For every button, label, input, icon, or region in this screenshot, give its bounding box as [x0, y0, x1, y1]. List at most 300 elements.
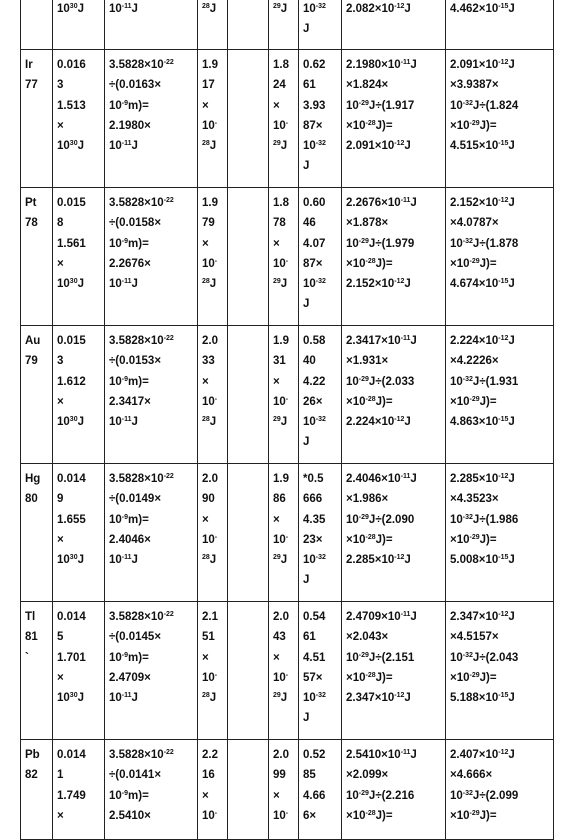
- cell-line: 0.62: [303, 59, 326, 71]
- cell-line: 26×: [303, 395, 323, 408]
- element-cell: [21, 188, 53, 326]
- ratio-cell: [299, 0, 342, 50]
- cell-line: ×: [273, 99, 280, 112]
- cell-line: 0.014: [57, 611, 86, 623]
- cell-line: $2.091\times 10^{-12}J$: [346, 140, 411, 153]
- cell-line: $2.152\times 10^{-12}J$: [450, 197, 515, 209]
- calc-c-cell: [342, 50, 446, 188]
- cell-line: J: [303, 574, 310, 587]
- cell-line: $\times 10^{-29}J)=$: [450, 257, 497, 270]
- cell-line: 1.9: [273, 473, 289, 485]
- value-a-cell: [198, 740, 228, 840]
- wavelength-cell: [53, 326, 105, 464]
- value-b-cell: [269, 602, 299, 740]
- cell-line: $4.515\times 10^{-15}J$: [450, 140, 515, 153]
- cell-line: J: [303, 712, 310, 725]
- cell-line: $10^{-9}m)=$: [109, 237, 149, 250]
- cell-line: $10^{-9}m)=$: [109, 375, 149, 388]
- cell-line: Ir: [25, 59, 33, 71]
- cell-line: $10^{-9}m)=$: [109, 513, 149, 526]
- cell-line: ×: [273, 789, 280, 802]
- calc-c-cell: [342, 0, 446, 50]
- cell-line: 78: [25, 217, 38, 230]
- cell-line: $2.285\times 10^{-12}J$: [450, 473, 515, 485]
- cell-line: $2.152\times 10^{-12}J$: [346, 278, 411, 291]
- calc-c-cell: [342, 326, 446, 464]
- energy-calc-cell: [105, 464, 198, 602]
- cell-line: $4.462\times 10^{-15}J$: [450, 3, 515, 15]
- cell-line: $^{28}$J: [202, 278, 217, 291]
- cell-line: 2.1980×: [109, 119, 151, 132]
- cell-line: 3: [57, 355, 64, 368]
- cell-line: 10-: [202, 533, 218, 546]
- cell-line: ×: [57, 809, 64, 822]
- cell-line: $2.091\times 10^{-12}J$: [450, 59, 515, 71]
- cell-line: $10^{-29}J\div(2.216$: [346, 789, 415, 802]
- cell-line: $^{29}$J: [273, 692, 288, 705]
- calc-c-cell: [342, 188, 446, 326]
- element-cell: [21, 602, 53, 740]
- cell-line: 1.8: [273, 197, 289, 209]
- cell-line: 86: [273, 493, 286, 506]
- cell-line: 33: [202, 355, 215, 368]
- calc-d-cell: [446, 326, 554, 464]
- cell-line: $10^{-9}m)=$: [109, 651, 149, 664]
- cell-line: 4.22: [303, 375, 326, 388]
- cell-line: 78: [273, 217, 286, 230]
- cell-line: $4.863\times 10^{-15}J$: [450, 416, 515, 429]
- cell-line: ×: [57, 533, 64, 546]
- cell-line: $10^{30}J$: [57, 3, 84, 15]
- cell-line: 2.2676×: [109, 257, 151, 270]
- cell-line: $2.285\times 10^{-12}J$: [346, 554, 411, 567]
- calc-c-cell: [342, 602, 446, 740]
- cell-line: $10^{-29}J\div(1.917$: [346, 99, 415, 112]
- cell-line: $10^{30}J$: [57, 692, 84, 705]
- cell-line: $2.1980\times 10^{-11}J$: [346, 59, 417, 71]
- cell-line: 0.58: [303, 335, 326, 347]
- cell-line: $\times 10^{-28}J)=$: [346, 671, 393, 684]
- cell-line: $\times 10^{-28}J)=$: [346, 395, 393, 408]
- cell-line: 4.07: [303, 237, 326, 250]
- cell-line: 16: [202, 769, 215, 782]
- value-b-cell: [269, 188, 299, 326]
- cell-line: $^{29}$J: [273, 278, 288, 291]
- cell-line: $10^{-11}J$: [109, 416, 138, 429]
- cell-line: ×: [202, 237, 209, 250]
- cell-line: $10^{-9}m)=$: [109, 99, 149, 112]
- value-b-cell: [269, 0, 299, 50]
- cell-line: 1.9: [202, 59, 218, 71]
- cell-line: $^{28}$J: [202, 3, 217, 15]
- cell-line: 4.51: [303, 651, 326, 664]
- blank-cell: [228, 740, 269, 840]
- cell-line: 666: [303, 493, 323, 506]
- cell-line: 17: [202, 79, 215, 92]
- cell-line: $2.3417\times 10^{-11}J$: [346, 335, 417, 347]
- cell-line: 2.4709×: [109, 671, 151, 684]
- cell-line: 2.3417×: [109, 395, 151, 408]
- cell-line: $2.407\times 10^{-12}J$: [450, 749, 515, 761]
- energy-calc-cell: [105, 0, 198, 50]
- cell-line: ×4.5157×: [450, 631, 499, 644]
- wavelength-cell: [53, 740, 105, 840]
- cell-line: [232, 607, 268, 627]
- cell-line: 1: [57, 769, 64, 782]
- cell-line: $10^{-11}J$: [109, 554, 138, 567]
- cell-line: 57×: [303, 671, 323, 684]
- cell-line: J: [303, 160, 310, 173]
- value-a-cell: [198, 50, 228, 188]
- cell-line: 23×: [303, 533, 323, 546]
- blank-cell: [228, 326, 269, 464]
- blank-cell: [228, 464, 269, 602]
- calc-d-cell: [446, 50, 554, 188]
- cell-line: 79: [25, 355, 38, 368]
- cell-line: 2.1: [202, 611, 218, 623]
- cell-line: ×2.099×: [346, 769, 389, 782]
- cell-line: $3.5828\times 10^{-22}$: [109, 197, 174, 209]
- ratio-cell: [299, 50, 342, 188]
- ratio-cell: [299, 326, 342, 464]
- cell-line: $^{29}$J: [273, 554, 288, 567]
- blank-cell: [228, 50, 269, 188]
- cell-line: ×1.931×: [346, 355, 389, 368]
- cell-line: 46: [303, 217, 316, 230]
- cell-line: $10^{-29}J\div(1.979$: [346, 237, 415, 250]
- value-a-cell: [198, 326, 228, 464]
- ratio-cell: [299, 464, 342, 602]
- energy-calc-cell: [105, 740, 198, 840]
- blank-cell: [228, 188, 269, 326]
- cell-line: 24: [273, 79, 286, 92]
- cell-line: $2.082\times 10^{-12}J$: [346, 3, 411, 15]
- cell-line: 0.015: [57, 197, 86, 209]
- calc-c-cell: [342, 740, 446, 840]
- cell-line: [232, 331, 268, 351]
- cell-line: $10^{-11}J$: [109, 692, 138, 705]
- cell-line: $4.674\times 10^{-15}J$: [450, 278, 515, 291]
- cell-line: `: [25, 651, 29, 664]
- cell-line: 1.612: [57, 375, 86, 388]
- cell-line: 10-: [273, 395, 289, 408]
- cell-line: 10-: [273, 257, 289, 270]
- calc-c-cell: [342, 464, 446, 602]
- cell-line: ×: [202, 99, 209, 112]
- cell-line: $3.5828\times 10^{-22}$: [109, 335, 174, 347]
- cell-line: 10-: [273, 533, 289, 546]
- cell-line: 3.93: [303, 99, 326, 112]
- element-cell: [21, 740, 53, 840]
- cell-line: $10^{-11}J$: [109, 3, 138, 15]
- wavelength-cell: [53, 188, 105, 326]
- calc-d-cell: [446, 740, 554, 840]
- cell-line: 61: [303, 79, 316, 92]
- energy-calc-cell: [105, 326, 198, 464]
- value-b-cell: [269, 740, 299, 840]
- cell-line: ×: [273, 513, 280, 526]
- cell-line: $10^{-11}J$: [109, 278, 138, 291]
- cell-line: 2.2: [202, 749, 218, 761]
- cell-line: $^{29}$J: [273, 416, 288, 429]
- cell-line: [232, 193, 268, 213]
- cell-line: ÷(0.0153×: [109, 355, 162, 368]
- cell-line: 0.54: [303, 611, 326, 623]
- value-a-cell: [198, 464, 228, 602]
- cell-line: $10^{-32}$: [303, 416, 326, 429]
- element-energy-table: [20, 0, 554, 840]
- cell-line: [232, 0, 268, 19]
- cell-line: 0.60: [303, 197, 326, 209]
- cell-line: [232, 55, 268, 75]
- wavelength-cell: [53, 464, 105, 602]
- cell-line: 87×: [303, 257, 323, 270]
- cell-line: 8: [57, 217, 64, 230]
- cell-line: $\times 10^{-28}J)=$: [346, 533, 393, 546]
- cell-line: $2.4046\times 10^{-11}J$: [346, 473, 417, 485]
- cell-line: 43: [273, 631, 286, 644]
- cell-line: 82: [25, 769, 38, 782]
- cell-line: Hg: [25, 473, 41, 485]
- cell-line: 10-: [273, 671, 289, 684]
- cell-line: [232, 469, 268, 489]
- cell-line: $10^{-32}J\div(2.099$: [450, 789, 519, 802]
- ratio-cell: [299, 740, 342, 840]
- cell-line: ×1.878×: [346, 217, 389, 230]
- cell-line: $\times 10^{-29}J)=$: [450, 671, 497, 684]
- cell-line: $2.2676\times 10^{-11}J$: [346, 197, 417, 209]
- cell-line: 2.5410×: [109, 809, 151, 822]
- table-row: [21, 602, 554, 740]
- cell-line: ×: [57, 257, 64, 270]
- cell-line: $^{28}$J: [202, 140, 217, 153]
- cell-line: 10-: [202, 119, 218, 132]
- cell-line: 10-: [202, 257, 218, 270]
- cell-line: $2.5410\times 10^{-11}J$: [346, 749, 417, 761]
- cell-line: ÷(0.0163×: [109, 79, 162, 92]
- cell-line: ×4.666×: [450, 769, 493, 782]
- cell-line: $10^{-29}J\div(2.090$: [346, 513, 415, 526]
- value-b-cell: [269, 464, 299, 602]
- table-row: [21, 0, 554, 50]
- wavelength-cell: [53, 50, 105, 188]
- cell-line: $^{28}$J: [202, 416, 217, 429]
- cell-line: ×: [202, 513, 209, 526]
- cell-line: Pb: [25, 749, 40, 761]
- cell-line: $^{29}$J: [273, 3, 288, 15]
- cell-line: 51: [202, 631, 215, 644]
- cell-line: $2.347\times 10^{-12}J$: [450, 611, 515, 623]
- cell-line: $10^{-32}J\div(1.824$: [450, 99, 519, 112]
- table-row: [21, 740, 554, 840]
- cell-line: [232, 745, 268, 765]
- cell-line: 79: [202, 217, 215, 230]
- cell-line: Au: [25, 335, 41, 347]
- cell-line: $\times 10^{-29}J)=$: [450, 533, 497, 546]
- cell-line: $10^{-32}$: [303, 140, 326, 153]
- cell-line: 0.014: [57, 749, 86, 761]
- cell-line: *0.5: [303, 473, 324, 485]
- cell-line: ×1.824×: [346, 79, 389, 92]
- cell-line: 81: [25, 631, 38, 644]
- cell-line: 3: [57, 79, 64, 92]
- cell-line: $\times 10^{-29}J)=$: [450, 809, 497, 822]
- cell-line: ×: [202, 375, 209, 388]
- cell-line: J: [303, 298, 310, 311]
- cell-line: $2.224\times 10^{-12}J$: [450, 335, 515, 347]
- cell-line: 10-: [202, 395, 218, 408]
- cell-line: $10^{30}J$: [57, 140, 84, 153]
- cell-line: 2.0: [273, 611, 289, 623]
- cell-line: 1.561: [57, 237, 86, 250]
- cell-line: $10^{-32}J\div(1.931$: [450, 375, 519, 388]
- cell-line: 0.014: [57, 473, 86, 485]
- wavelength-cell: [53, 602, 105, 740]
- cell-line: $\times 10^{-29}J)=$: [450, 119, 497, 132]
- cell-line: 1.655: [57, 513, 86, 526]
- table-row: [21, 50, 554, 188]
- cell-line: 31: [273, 355, 286, 368]
- cell-line: 0.015: [57, 335, 86, 347]
- cell-line: ×: [57, 395, 64, 408]
- cell-line: 85: [303, 769, 316, 782]
- cell-line: $10^{30}J$: [57, 416, 84, 429]
- value-b-cell: [269, 326, 299, 464]
- cell-line: 4.35: [303, 513, 326, 526]
- cell-line: $10^{-11}J$: [109, 140, 138, 153]
- cell-line: 2.0: [202, 335, 218, 347]
- cell-line: $10^{-32}J\div(2.043$: [450, 651, 519, 664]
- calc-d-cell: [446, 188, 554, 326]
- cell-line: $2.224\times 10^{-12}J$: [346, 416, 411, 429]
- cell-line: $10^{-29}J\div(2.033$: [346, 375, 415, 388]
- ratio-cell: [299, 188, 342, 326]
- cell-line: 2.0: [202, 473, 218, 485]
- ratio-cell: [299, 602, 342, 740]
- cell-line: $\times 10^{-28}J)=$: [346, 119, 393, 132]
- cell-line: 5: [57, 631, 64, 644]
- cell-line: ×4.3523×: [450, 493, 499, 506]
- cell-line: 1.8: [273, 59, 289, 71]
- cell-line: 1.749: [57, 789, 86, 802]
- cell-line: ×: [202, 651, 209, 664]
- blank-cell: [228, 0, 269, 50]
- cell-line: $10^{30}J$: [57, 554, 84, 567]
- cell-line: 1.701: [57, 651, 86, 664]
- cell-line: Tl: [25, 611, 36, 623]
- cell-line: 4.66: [303, 789, 326, 802]
- cell-line: ×1.986×: [346, 493, 389, 506]
- cell-line: J: [303, 436, 310, 449]
- value-a-cell: [198, 0, 228, 50]
- element-cell: [21, 464, 53, 602]
- cell-line: $10^{-32}$: [303, 554, 326, 567]
- table-body: [21, 0, 554, 840]
- cell-line: 10-: [273, 809, 289, 822]
- value-a-cell: [198, 188, 228, 326]
- cell-line: $10^{30}J$: [57, 278, 84, 291]
- cell-line: ÷(0.0141×: [109, 769, 162, 782]
- cell-line: Pt: [25, 197, 37, 209]
- calc-d-cell: [446, 464, 554, 602]
- cell-line: $5.188\times 10^{-15}J$: [450, 692, 515, 705]
- cell-line: $3.5828\times 10^{-22}$: [109, 611, 174, 623]
- cell-line: $^{28}$J: [202, 692, 217, 705]
- wavelength-cell: [53, 0, 105, 50]
- cell-line: 2.0: [273, 749, 289, 761]
- calc-d-cell: [446, 602, 554, 740]
- cell-line: 61: [303, 631, 316, 644]
- cell-line: $2.347\times 10^{-12}J$: [346, 692, 411, 705]
- cell-line: $\times 10^{-29}J)=$: [450, 395, 497, 408]
- cell-line: ÷(0.0158×: [109, 217, 162, 230]
- cell-line: $10^{-9}m)=$: [109, 789, 149, 802]
- cell-line: $2.4709\times 10^{-11}J$: [346, 611, 417, 623]
- cell-line: 9: [57, 493, 64, 506]
- element-cell: [21, 326, 53, 464]
- cell-line: 2.4046×: [109, 533, 151, 546]
- cell-line: $10^{-29}J\div(2.151$: [346, 651, 415, 664]
- cell-line: 80: [25, 493, 38, 506]
- energy-calc-cell: [105, 602, 198, 740]
- cell-line: 40: [303, 355, 316, 368]
- cell-line: $10^{-32}$: [303, 278, 326, 291]
- calc-d-cell: [446, 0, 554, 50]
- cell-line: 90: [202, 493, 215, 506]
- cell-line: 1.9: [202, 197, 218, 209]
- cell-line: ÷(0.0145×: [109, 631, 162, 644]
- cell-line: ×2.043×: [346, 631, 389, 644]
- blank-cell: [228, 602, 269, 740]
- element-cell: [21, 0, 53, 50]
- cell-line: ×4.2226×: [450, 355, 499, 368]
- cell-line: $10^{-32}J\div(1.986$: [450, 513, 519, 526]
- cell-line: 99: [273, 769, 286, 782]
- energy-calc-cell: [105, 50, 198, 188]
- cell-line: 6×: [303, 809, 317, 822]
- element-cell: [21, 50, 53, 188]
- cell-line: 77: [25, 79, 38, 92]
- cell-line: $10^{-32}$: [303, 692, 326, 705]
- cell-line: ×: [57, 119, 64, 132]
- energy-calc-cell: [105, 188, 198, 326]
- cell-line: ×4.0787×: [450, 217, 499, 230]
- cell-line: ×: [202, 789, 209, 802]
- cell-line: ×: [57, 671, 64, 684]
- cell-line: $5.008\times 10^{-15}J$: [450, 554, 515, 567]
- cell-line: 10-: [202, 809, 218, 822]
- cell-line: $3.5828\times 10^{-22}$: [109, 59, 174, 71]
- cell-line: $10^{-32}J\div(1.878$: [450, 237, 519, 250]
- cell-line: 87×: [303, 119, 323, 132]
- cell-line: $10^{-32}$: [303, 3, 326, 15]
- cell-line: $3.5828\times 10^{-22}$: [109, 749, 174, 761]
- cell-line: $\times 10^{-28}J)=$: [346, 257, 393, 270]
- cell-line: 1.9: [273, 335, 289, 347]
- cell-line: $^{29}$J: [273, 140, 288, 153]
- cell-line: ×: [273, 237, 280, 250]
- cell-line: $^{28}$J: [202, 554, 217, 567]
- cell-line: 0.52: [303, 749, 326, 761]
- cell-line: 10-: [202, 671, 218, 684]
- cell-line: 0.016: [57, 59, 86, 71]
- cell-line: $3.5828\times 10^{-22}$: [109, 473, 174, 485]
- cell-line: ×: [273, 375, 280, 388]
- value-a-cell: [198, 602, 228, 740]
- cell-line: ÷(0.0149×: [109, 493, 162, 506]
- table-row: [21, 188, 554, 326]
- cell-line: $\times 10^{-28}J)=$: [346, 809, 393, 822]
